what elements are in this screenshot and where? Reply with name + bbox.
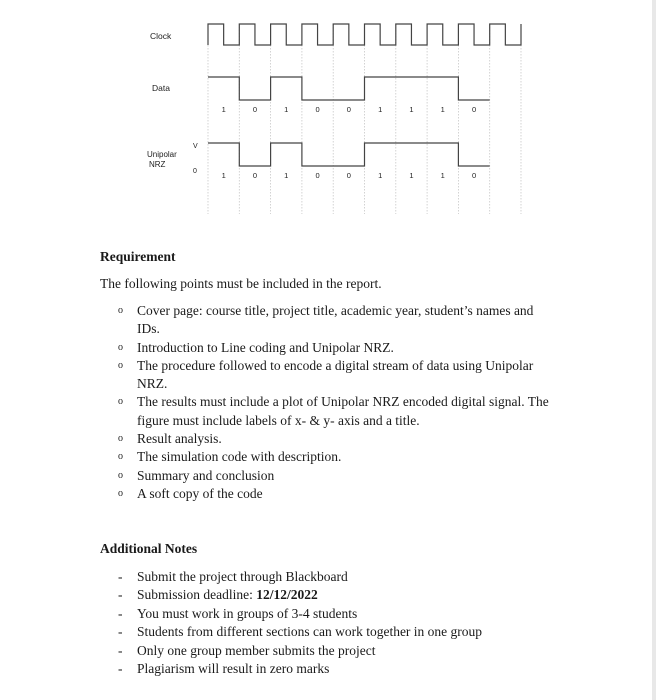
note-item bbox=[118, 660, 558, 678]
nrz-bit-label: 1 bbox=[378, 171, 383, 180]
requirement-item-text: Introduction to Line coding and Unipolar NRZ. bbox=[137, 339, 394, 355]
data-bit-labels bbox=[222, 105, 477, 114]
additional-notes-list bbox=[118, 568, 558, 678]
note-item bbox=[118, 623, 558, 641]
requirement-item-text: The simulation code with description. bbox=[137, 449, 342, 465]
data-bit-label: 1 bbox=[440, 105, 445, 114]
requirement-item-text: The results must include a plot of Unipolar NRZ encoded digital signal. The figure must include labels of x- & y- axis and a title. bbox=[137, 394, 549, 428]
data-bit-label: 0 bbox=[346, 105, 351, 114]
unipolar-nrz-waveform bbox=[208, 143, 490, 166]
circle-bullet-icon: o bbox=[118, 433, 123, 445]
requirement-item bbox=[118, 430, 558, 448]
note-item bbox=[118, 568, 558, 586]
circle-bullet-icon: o bbox=[118, 396, 123, 408]
nrz-bit-label: 1 bbox=[409, 171, 414, 180]
nrz-bit-label: 1 bbox=[284, 171, 289, 180]
requirement-item-text: The procedure followed to encode a digital stream of data using Unipolar NRZ. bbox=[137, 357, 534, 392]
clock-label: Clock bbox=[150, 31, 172, 41]
data-label: Data bbox=[152, 83, 170, 93]
deadline-date: 12/12/2022 bbox=[256, 587, 318, 603]
nrz-bit-labels bbox=[222, 171, 477, 180]
requirement-item bbox=[118, 448, 558, 466]
line-coding-diagram bbox=[0, 0, 656, 225]
data-bit-label: 0 bbox=[252, 105, 258, 114]
clock-grid-lines bbox=[208, 24, 521, 214]
requirement-item-text: Cover page: course title, project title, academic year, student’s names and IDs. bbox=[137, 303, 534, 337]
note-item bbox=[118, 642, 558, 660]
data-bit-label: 1 bbox=[409, 105, 414, 114]
dash-bullet-icon: - bbox=[118, 605, 123, 621]
requirement-item-text: Summary and conclusion bbox=[137, 467, 275, 483]
additional-notes-heading: Additional Notes bbox=[100, 541, 198, 556]
data-waveform bbox=[208, 77, 490, 100]
nrz-bit-label: 0 bbox=[315, 171, 320, 180]
requirement-item bbox=[118, 393, 558, 430]
note-item-text: Submit the project through Blackboard bbox=[137, 569, 348, 584]
circle-bullet-icon: o bbox=[118, 341, 123, 353]
dash-bullet-icon: - bbox=[118, 587, 123, 603]
data-bit-label: 0 bbox=[315, 105, 320, 114]
requirement-item bbox=[118, 467, 558, 485]
nrz-bit-label: 0 bbox=[471, 171, 477, 180]
circle-bullet-icon: o bbox=[118, 305, 123, 316]
requirement-item bbox=[118, 302, 558, 339]
unipolar-label-line2: NRZ bbox=[149, 160, 166, 169]
requirement-heading: Requirement bbox=[100, 249, 176, 264]
note-item-text: Students from different sections can work together in one group bbox=[137, 624, 483, 640]
requirement-item-text: Result analysis. bbox=[137, 431, 222, 447]
requirement-item bbox=[118, 485, 558, 503]
dash-bullet-icon: - bbox=[118, 642, 123, 658]
data-bit-label: 1 bbox=[284, 105, 289, 114]
note-item bbox=[118, 605, 558, 623]
requirement-item bbox=[118, 339, 558, 357]
unipolar-label-line1: Unipolar bbox=[147, 150, 177, 159]
requirement-item bbox=[118, 357, 558, 394]
nrz-bit-label: 0 bbox=[252, 171, 258, 180]
axis-low-label: 0 bbox=[193, 168, 197, 175]
dash-bullet-icon: - bbox=[118, 569, 123, 584]
dash-bullet-icon: - bbox=[118, 624, 123, 640]
requirement-list bbox=[118, 302, 558, 503]
data-bit-label: 1 bbox=[221, 105, 226, 114]
data-bit-label: 1 bbox=[378, 105, 383, 114]
axis-high-label: V bbox=[193, 143, 198, 150]
circle-bullet-icon: o bbox=[118, 487, 123, 499]
nrz-bit-label: 0 bbox=[346, 171, 351, 180]
requirement-intro: The following points must be included in the report. bbox=[100, 276, 382, 291]
data-bit-label: 0 bbox=[471, 105, 477, 114]
requirement-item-text: A soft copy of the code bbox=[137, 485, 263, 501]
circle-bullet-icon: o bbox=[118, 451, 123, 463]
note-item-text: Plagiarism will result in zero marks bbox=[137, 661, 330, 677]
nrz-bit-label: 1 bbox=[440, 171, 445, 180]
note-item-text: Submission deadline: bbox=[137, 587, 257, 603]
dash-bullet-icon: - bbox=[118, 661, 123, 677]
note-item-text: Only one group member submits the project bbox=[137, 642, 376, 658]
note-item-text: You must work in groups of 3-4 students bbox=[137, 605, 358, 621]
circle-bullet-icon: o bbox=[118, 359, 123, 371]
note-item bbox=[118, 586, 558, 604]
nrz-bit-label: 1 bbox=[221, 171, 226, 180]
circle-bullet-icon: o bbox=[118, 469, 123, 481]
clock-waveform bbox=[208, 24, 521, 45]
